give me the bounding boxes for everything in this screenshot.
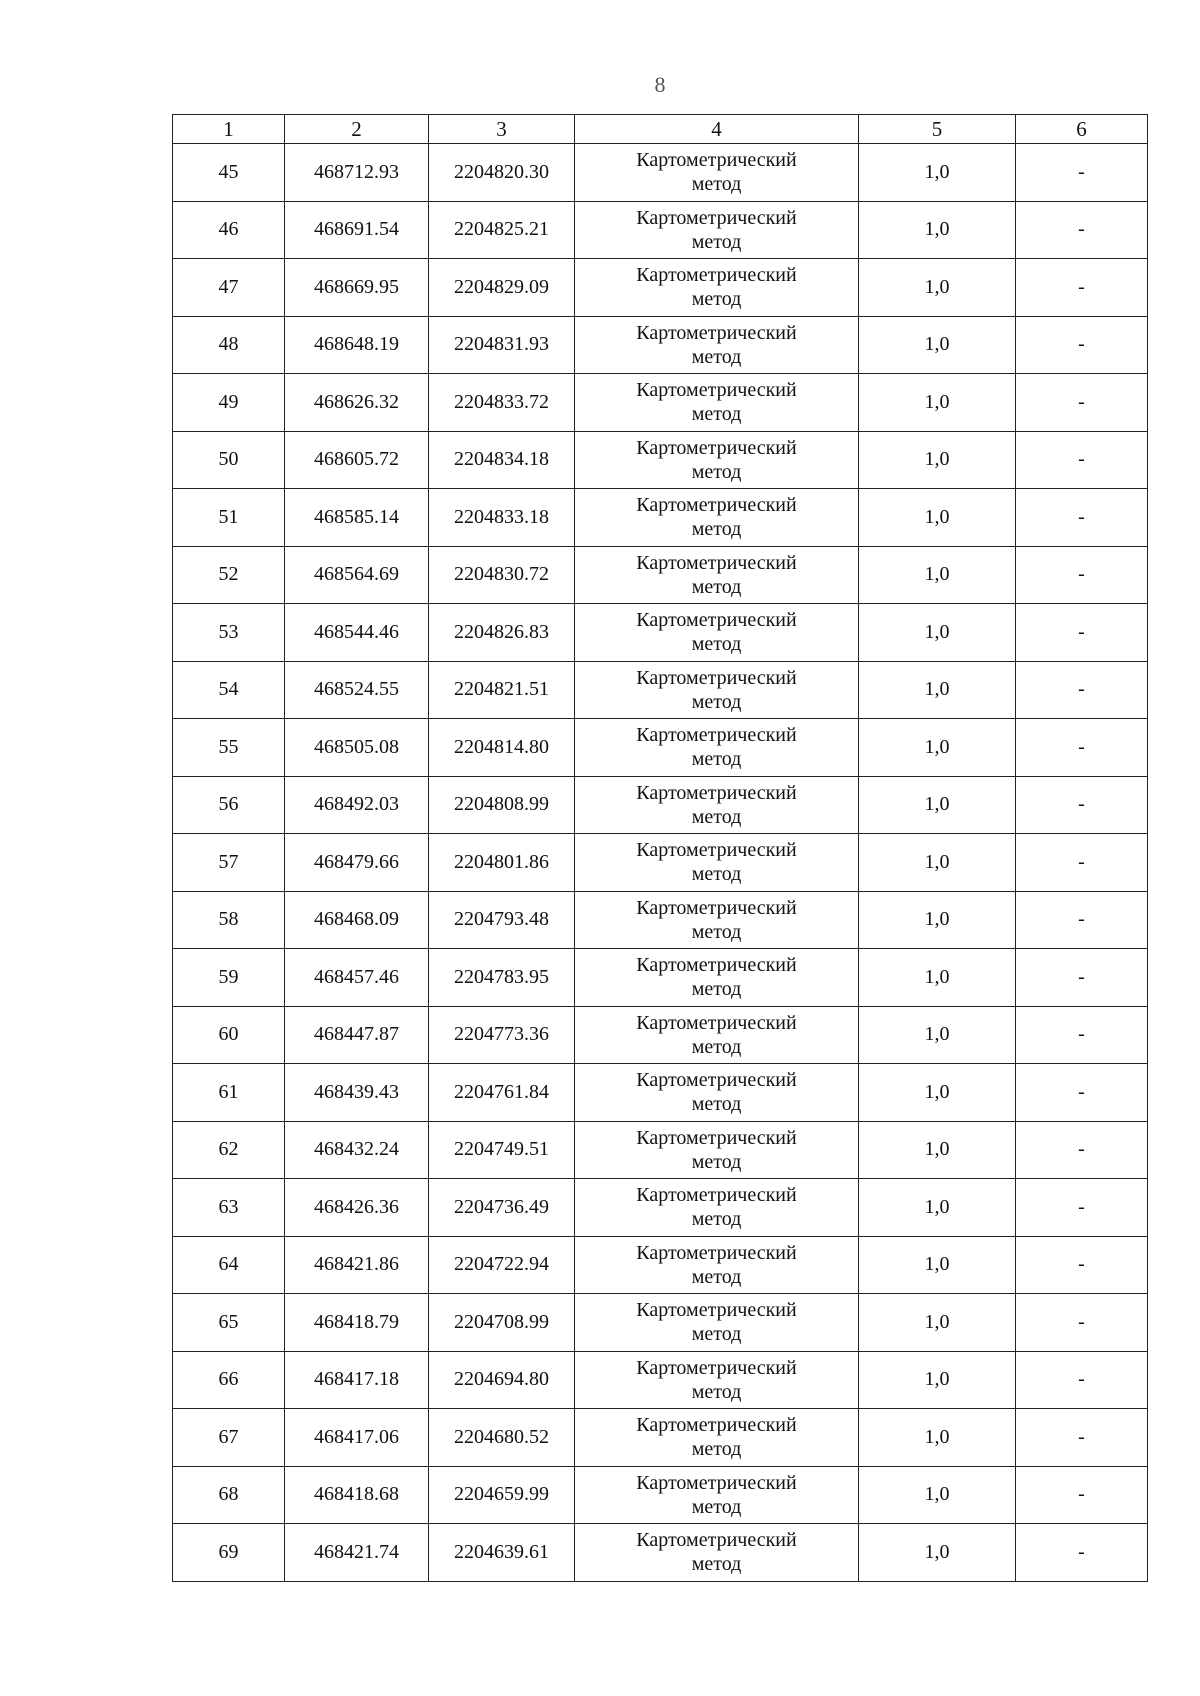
point-number-cell: 49 <box>173 374 285 432</box>
accuracy-cell: 1,0 <box>859 776 1016 834</box>
description-cell: - <box>1016 1179 1148 1237</box>
accuracy-cell: 1,0 <box>859 431 1016 489</box>
method-line-2: метод <box>691 1035 742 1058</box>
y-coordinate-cell: 2204694.80 <box>429 1351 575 1409</box>
accuracy-cell: 1,0 <box>859 1236 1016 1294</box>
method-cell <box>575 661 859 719</box>
accuracy-cell: 1,0 <box>859 259 1016 317</box>
y-coordinate-cell: 2204826.83 <box>429 604 575 662</box>
x-coordinate-cell: 468669.95 <box>285 259 429 317</box>
method-line-1: Картометрический <box>636 264 797 287</box>
method-line-1: Картометрический <box>636 666 797 689</box>
method-line-2: метод <box>691 1380 742 1403</box>
method-line-1: Картометрический <box>636 1069 797 1092</box>
y-coordinate-cell: 2204833.72 <box>429 374 575 432</box>
method-cell <box>575 259 859 317</box>
table-row <box>173 489 1148 547</box>
method-line-2: метод <box>691 863 742 886</box>
y-coordinate-cell: 2204793.48 <box>429 891 575 949</box>
point-number-cell: 69 <box>173 1524 285 1582</box>
point-number-cell: 53 <box>173 604 285 662</box>
x-coordinate-cell: 468421.74 <box>285 1524 429 1582</box>
method-line-1: Картометрический <box>636 1414 797 1437</box>
table-row <box>173 719 1148 777</box>
method-cell <box>575 1409 859 1467</box>
method-line-1: Картометрический <box>636 1011 797 1034</box>
table-body <box>173 144 1148 1582</box>
method-line-1: Картометрический <box>636 321 797 344</box>
accuracy-cell: 1,0 <box>859 489 1016 547</box>
accuracy-cell: 1,0 <box>859 1524 1016 1582</box>
point-number-cell: 61 <box>173 1064 285 1122</box>
y-coordinate-cell: 2204736.49 <box>429 1179 575 1237</box>
table-row <box>173 604 1148 662</box>
method-cell <box>575 374 859 432</box>
description-cell: - <box>1016 316 1148 374</box>
y-coordinate-cell: 2204829.09 <box>429 259 575 317</box>
description-cell: - <box>1016 546 1148 604</box>
description-cell: - <box>1016 1006 1148 1064</box>
description-cell: - <box>1016 834 1148 892</box>
accuracy-cell: 1,0 <box>859 1121 1016 1179</box>
description-cell: - <box>1016 1466 1148 1524</box>
method-line-2: метод <box>691 403 742 426</box>
point-number-cell: 58 <box>173 891 285 949</box>
accuracy-cell: 1,0 <box>859 1179 1016 1237</box>
x-coordinate-cell: 468524.55 <box>285 661 429 719</box>
description-cell: - <box>1016 719 1148 777</box>
table-row <box>173 259 1148 317</box>
y-coordinate-cell: 2204831.93 <box>429 316 575 374</box>
method-line-2: метод <box>691 518 742 541</box>
x-coordinate-cell: 468605.72 <box>285 431 429 489</box>
x-coordinate-cell: 468626.32 <box>285 374 429 432</box>
method-line-2: метод <box>691 633 742 656</box>
method-line-2: метод <box>691 690 742 713</box>
header-col-4: 4 <box>575 115 859 144</box>
y-coordinate-cell: 2204783.95 <box>429 949 575 1007</box>
method-line-2: метод <box>691 230 742 253</box>
method-line-1: Картометрический <box>636 149 797 172</box>
table-row <box>173 1524 1148 1582</box>
table-row <box>173 891 1148 949</box>
method-line-2: метод <box>691 1093 742 1116</box>
method-line-1: Картометрический <box>636 839 797 862</box>
description-cell: - <box>1016 374 1148 432</box>
method-cell <box>575 891 859 949</box>
accuracy-cell: 1,0 <box>859 546 1016 604</box>
header-col-5: 5 <box>859 115 1016 144</box>
description-cell: - <box>1016 604 1148 662</box>
accuracy-cell: 1,0 <box>859 661 1016 719</box>
description-cell: - <box>1016 201 1148 259</box>
method-cell <box>575 776 859 834</box>
x-coordinate-cell: 468439.43 <box>285 1064 429 1122</box>
x-coordinate-cell: 468492.03 <box>285 776 429 834</box>
header-col-3: 3 <box>429 115 575 144</box>
point-number-cell: 50 <box>173 431 285 489</box>
method-line-2: метод <box>691 345 742 368</box>
method-line-1: Картометрический <box>636 781 797 804</box>
method-line-2: метод <box>691 288 742 311</box>
method-line-1: Картометрический <box>636 1126 797 1149</box>
method-line-2: метод <box>691 805 742 828</box>
accuracy-cell: 1,0 <box>859 1006 1016 1064</box>
point-number-cell: 45 <box>173 144 285 202</box>
point-number-cell: 57 <box>173 834 285 892</box>
table-row <box>173 776 1148 834</box>
x-coordinate-cell: 468417.06 <box>285 1409 429 1467</box>
accuracy-cell: 1,0 <box>859 891 1016 949</box>
point-number-cell: 67 <box>173 1409 285 1467</box>
method-line-1: Картометрический <box>636 379 797 402</box>
header-col-2: 2 <box>285 115 429 144</box>
y-coordinate-cell: 2204834.18 <box>429 431 575 489</box>
description-cell: - <box>1016 144 1148 202</box>
table-row <box>173 374 1148 432</box>
description-cell: - <box>1016 431 1148 489</box>
description-cell: - <box>1016 661 1148 719</box>
method-line-2: метод <box>691 460 742 483</box>
accuracy-cell: 1,0 <box>859 316 1016 374</box>
description-cell: - <box>1016 891 1148 949</box>
table-row <box>173 144 1148 202</box>
table-row <box>173 834 1148 892</box>
x-coordinate-cell: 468468.09 <box>285 891 429 949</box>
method-cell <box>575 1236 859 1294</box>
accuracy-cell: 1,0 <box>859 1064 1016 1122</box>
table-header <box>173 115 1148 144</box>
y-coordinate-cell: 2204680.52 <box>429 1409 575 1467</box>
accuracy-cell: 1,0 <box>859 719 1016 777</box>
accuracy-cell: 1,0 <box>859 1351 1016 1409</box>
description-cell: - <box>1016 1064 1148 1122</box>
description-cell: - <box>1016 1409 1148 1467</box>
accuracy-cell: 1,0 <box>859 1466 1016 1524</box>
table-row <box>173 1006 1148 1064</box>
method-line-2: метод <box>691 1323 742 1346</box>
x-coordinate-cell: 468447.87 <box>285 1006 429 1064</box>
point-number-cell: 59 <box>173 949 285 1007</box>
method-line-2: метод <box>691 173 742 196</box>
page-number: 8 <box>654 72 666 97</box>
method-cell <box>575 604 859 662</box>
point-number-cell: 62 <box>173 1121 285 1179</box>
point-number-cell: 46 <box>173 201 285 259</box>
method-cell <box>575 431 859 489</box>
method-cell <box>575 1351 859 1409</box>
method-line-1: Картометрический <box>636 436 797 459</box>
table-row <box>173 201 1148 259</box>
point-number-cell: 51 <box>173 489 285 547</box>
method-line-1: Картометрический <box>636 1184 797 1207</box>
description-cell: - <box>1016 1524 1148 1582</box>
point-number-cell: 47 <box>173 259 285 317</box>
y-coordinate-cell: 2204639.61 <box>429 1524 575 1582</box>
y-coordinate-cell: 2204801.86 <box>429 834 575 892</box>
method-line-2: метод <box>691 1150 742 1173</box>
method-line-1: Картометрический <box>636 724 797 747</box>
method-line-1: Картометрический <box>636 1471 797 1494</box>
x-coordinate-cell: 468585.14 <box>285 489 429 547</box>
method-cell <box>575 546 859 604</box>
method-line-1: Картометрический <box>636 954 797 977</box>
method-line-2: метод <box>691 920 742 943</box>
method-cell <box>575 834 859 892</box>
y-coordinate-cell: 2204749.51 <box>429 1121 575 1179</box>
x-coordinate-cell: 468418.79 <box>285 1294 429 1352</box>
x-coordinate-cell: 468564.69 <box>285 546 429 604</box>
accuracy-cell: 1,0 <box>859 1409 1016 1467</box>
y-coordinate-cell: 2204761.84 <box>429 1064 575 1122</box>
table-row <box>173 949 1148 1007</box>
table-row <box>173 1121 1148 1179</box>
method-line-1: Картометрический <box>636 206 797 229</box>
x-coordinate-cell: 468712.93 <box>285 144 429 202</box>
accuracy-cell: 1,0 <box>859 949 1016 1007</box>
method-line-2: метод <box>691 748 742 771</box>
table-row <box>173 661 1148 719</box>
y-coordinate-cell: 2204825.21 <box>429 201 575 259</box>
method-cell <box>575 489 859 547</box>
table-row <box>173 546 1148 604</box>
x-coordinate-cell: 468648.19 <box>285 316 429 374</box>
y-coordinate-cell: 2204833.18 <box>429 489 575 547</box>
method-line-1: Картометрический <box>636 494 797 517</box>
method-cell <box>575 1466 859 1524</box>
description-cell: - <box>1016 776 1148 834</box>
header-col-6: 6 <box>1016 115 1148 144</box>
method-line-1: Картометрический <box>636 551 797 574</box>
method-line-2: метод <box>691 1438 742 1461</box>
y-coordinate-cell: 2204659.99 <box>429 1466 575 1524</box>
method-cell <box>575 1064 859 1122</box>
description-cell: - <box>1016 1121 1148 1179</box>
x-coordinate-cell: 468426.36 <box>285 1179 429 1237</box>
method-cell <box>575 144 859 202</box>
method-line-2: метод <box>691 978 742 1001</box>
accuracy-cell: 1,0 <box>859 1294 1016 1352</box>
header-row <box>173 115 1148 144</box>
point-number-cell: 55 <box>173 719 285 777</box>
table-row <box>173 1179 1148 1237</box>
method-cell <box>575 1006 859 1064</box>
point-number-cell: 66 <box>173 1351 285 1409</box>
table-row <box>173 431 1148 489</box>
x-coordinate-cell: 468691.54 <box>285 201 429 259</box>
accuracy-cell: 1,0 <box>859 374 1016 432</box>
method-line-1: Картометрический <box>636 609 797 632</box>
table-row <box>173 1294 1148 1352</box>
y-coordinate-cell: 2204708.99 <box>429 1294 575 1352</box>
method-cell <box>575 316 859 374</box>
description-cell: - <box>1016 949 1148 1007</box>
y-coordinate-cell: 2204820.30 <box>429 144 575 202</box>
description-cell: - <box>1016 1351 1148 1409</box>
method-cell <box>575 1179 859 1237</box>
y-coordinate-cell: 2204814.80 <box>429 719 575 777</box>
method-cell <box>575 201 859 259</box>
table-row <box>173 1466 1148 1524</box>
table-row <box>173 316 1148 374</box>
description-cell: - <box>1016 1294 1148 1352</box>
point-number-cell: 56 <box>173 776 285 834</box>
method-cell <box>575 1294 859 1352</box>
point-number-cell: 54 <box>173 661 285 719</box>
x-coordinate-cell: 468505.08 <box>285 719 429 777</box>
x-coordinate-cell: 468479.66 <box>285 834 429 892</box>
method-line-1: Картометрический <box>636 896 797 919</box>
method-cell <box>575 1121 859 1179</box>
method-line-1: Картометрический <box>636 1356 797 1379</box>
x-coordinate-cell: 468418.68 <box>285 1466 429 1524</box>
point-number-cell: 48 <box>173 316 285 374</box>
method-line-1: Картометрический <box>636 1529 797 1552</box>
table-row <box>173 1409 1148 1467</box>
point-number-cell: 64 <box>173 1236 285 1294</box>
point-number-cell: 68 <box>173 1466 285 1524</box>
table-row <box>173 1236 1148 1294</box>
accuracy-cell: 1,0 <box>859 604 1016 662</box>
coordinates-table <box>172 114 1148 1582</box>
table-row <box>173 1064 1148 1122</box>
point-number-cell: 60 <box>173 1006 285 1064</box>
method-cell <box>575 949 859 1007</box>
y-coordinate-cell: 2204830.72 <box>429 546 575 604</box>
x-coordinate-cell: 468544.46 <box>285 604 429 662</box>
y-coordinate-cell: 2204821.51 <box>429 661 575 719</box>
description-cell: - <box>1016 259 1148 317</box>
x-coordinate-cell: 468432.24 <box>285 1121 429 1179</box>
table-row <box>173 1351 1148 1409</box>
method-line-1: Картометрический <box>636 1241 797 1264</box>
accuracy-cell: 1,0 <box>859 834 1016 892</box>
method-line-2: метод <box>691 1265 742 1288</box>
y-coordinate-cell: 2204722.94 <box>429 1236 575 1294</box>
point-number-cell: 52 <box>173 546 285 604</box>
header-col-1: 1 <box>173 115 285 144</box>
y-coordinate-cell: 2204773.36 <box>429 1006 575 1064</box>
method-line-2: метод <box>691 1553 742 1576</box>
description-cell: - <box>1016 489 1148 547</box>
accuracy-cell: 1,0 <box>859 201 1016 259</box>
method-cell <box>575 1524 859 1582</box>
x-coordinate-cell: 468417.18 <box>285 1351 429 1409</box>
point-number-cell: 65 <box>173 1294 285 1352</box>
method-line-2: метод <box>691 1495 742 1518</box>
x-coordinate-cell: 468457.46 <box>285 949 429 1007</box>
method-line-2: метод <box>691 575 742 598</box>
point-number-cell: 63 <box>173 1179 285 1237</box>
method-line-2: метод <box>691 1208 742 1231</box>
x-coordinate-cell: 468421.86 <box>285 1236 429 1294</box>
y-coordinate-cell: 2204808.99 <box>429 776 575 834</box>
method-cell <box>575 719 859 777</box>
description-cell: - <box>1016 1236 1148 1294</box>
accuracy-cell: 1,0 <box>859 144 1016 202</box>
method-line-1: Картометрический <box>636 1299 797 1322</box>
